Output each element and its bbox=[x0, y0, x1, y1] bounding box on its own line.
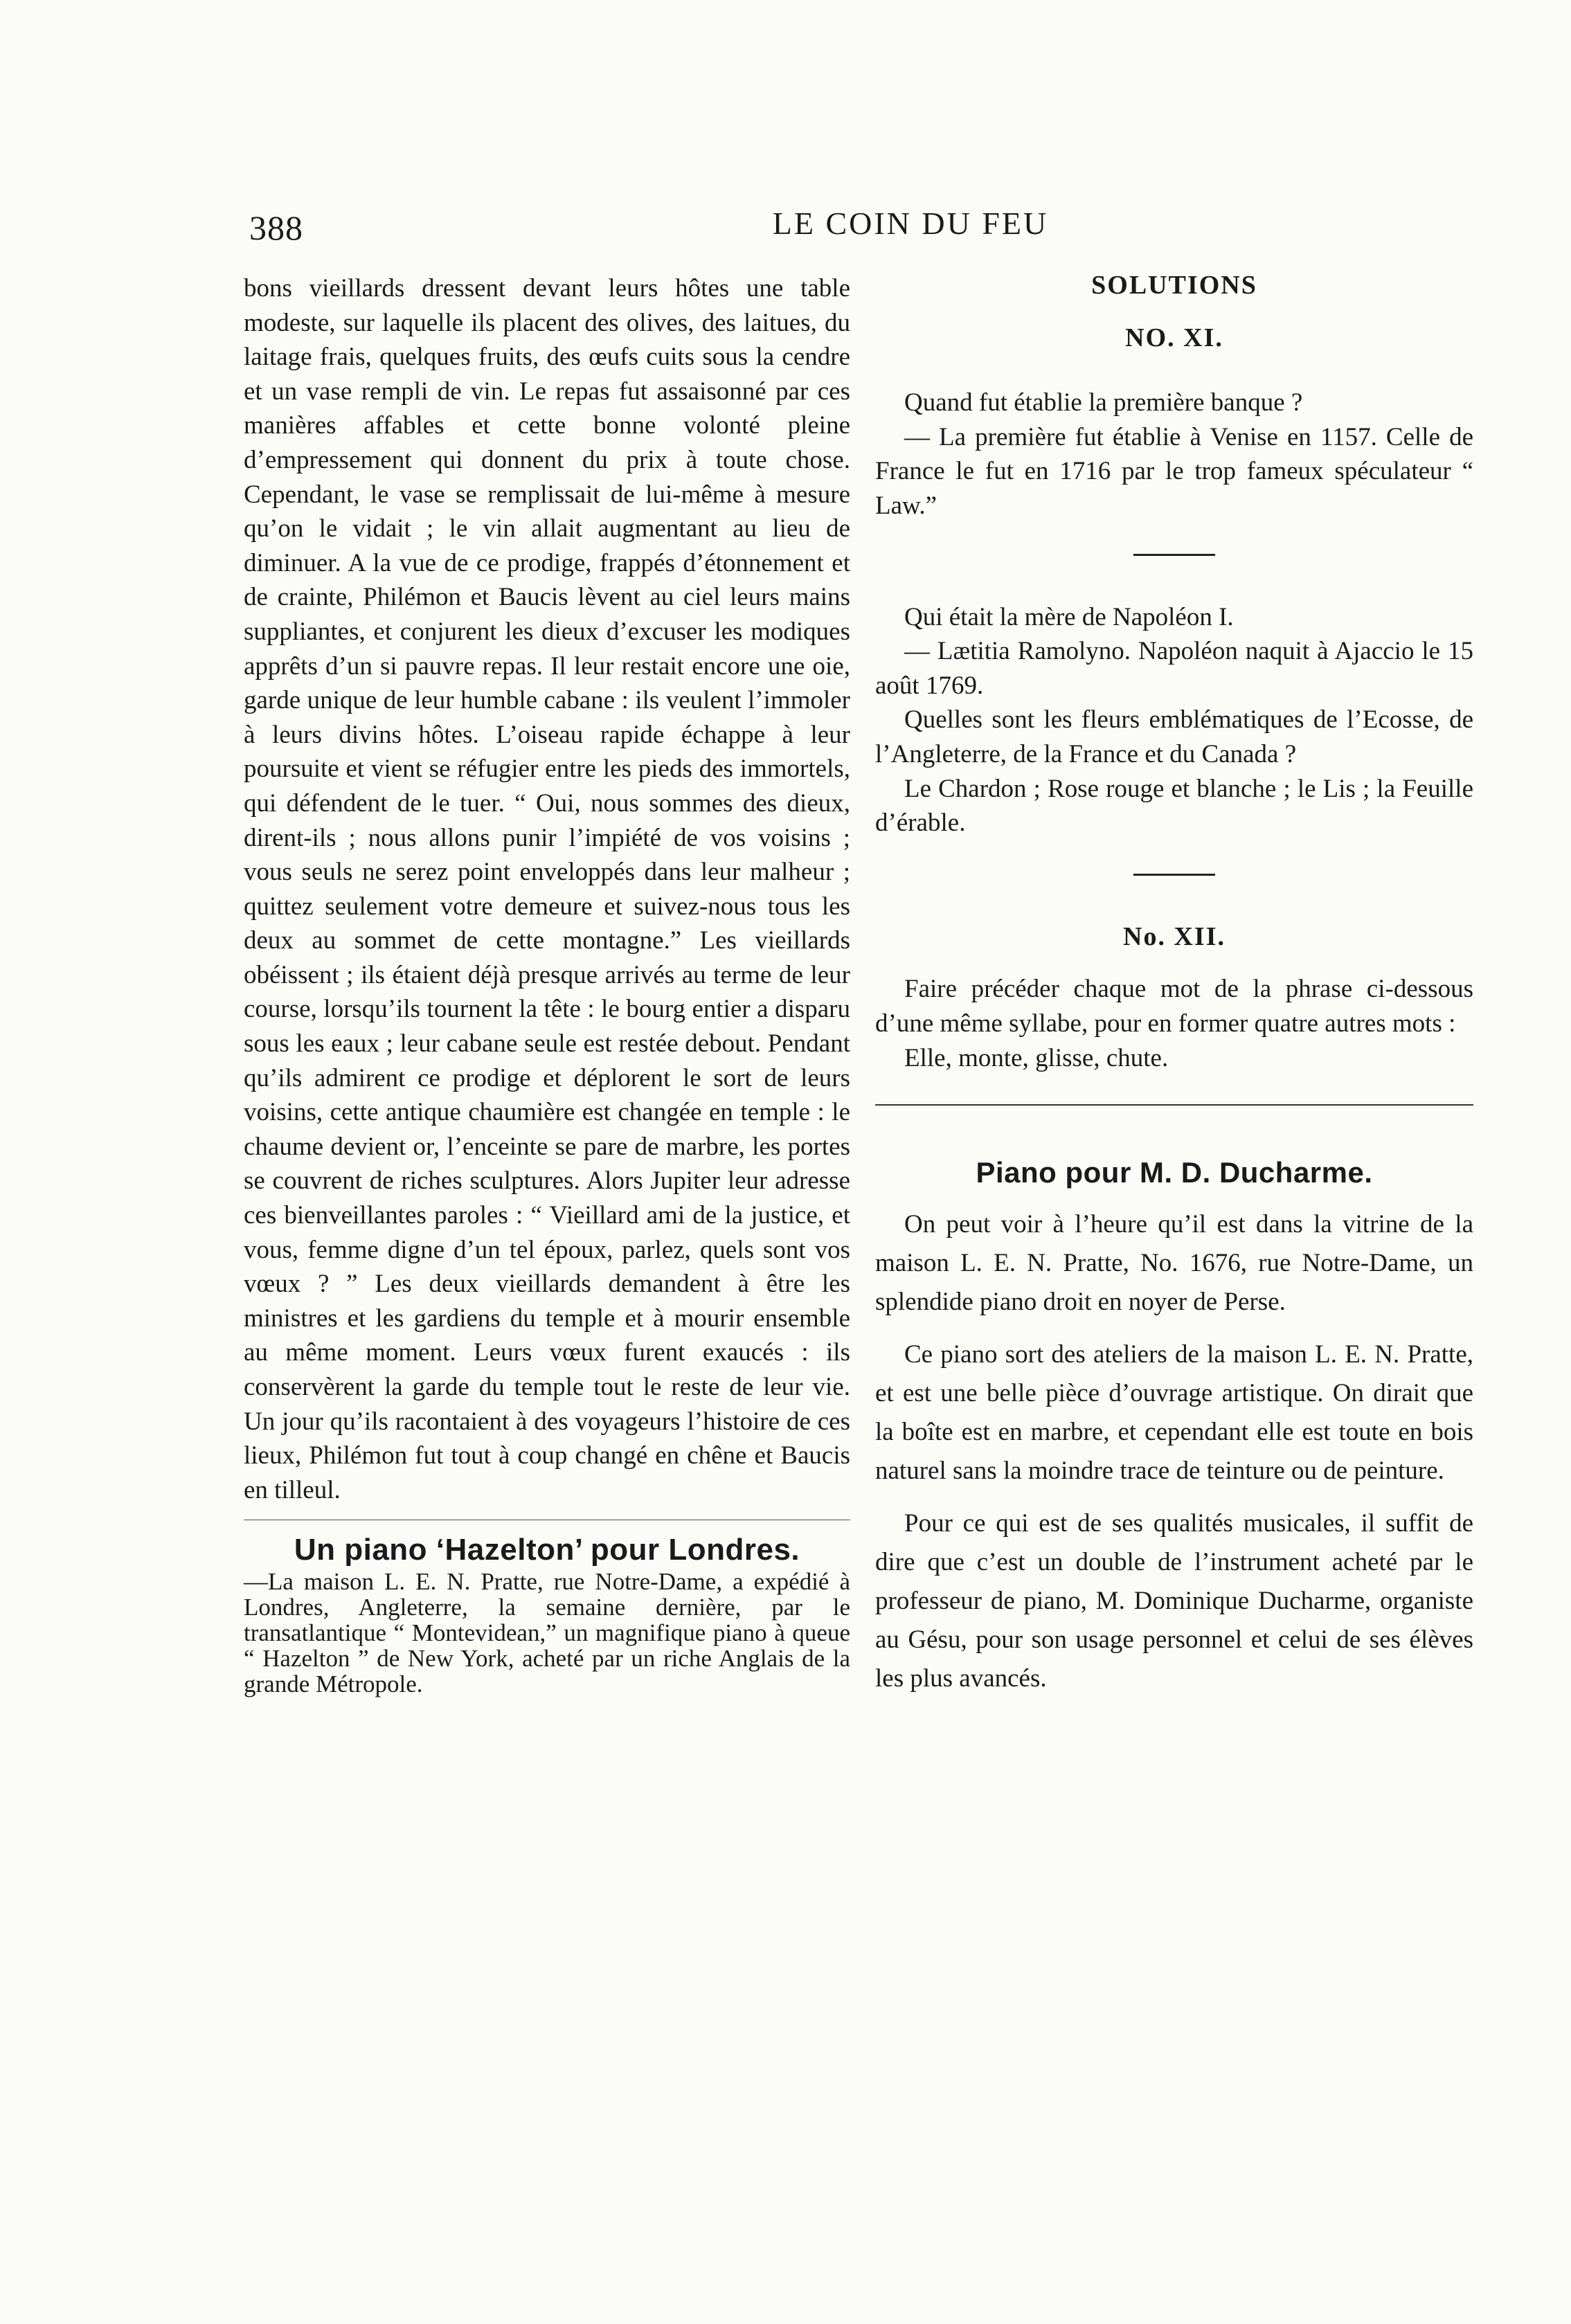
divider bbox=[1133, 554, 1215, 556]
words-list: Elle, monte, glisse, chute. bbox=[904, 1043, 1169, 1072]
running-head: LE COIN DU FEU bbox=[772, 206, 1049, 241]
ducharme-paragraph: On peut voir à l’heure qu’il est dans la vitrine de la maison L. E. N. Pratte, No. 1676, rue Notre-Dame, un splendide piano droit en noyer de Perse. bbox=[875, 1209, 1473, 1316]
no-xi-heading: NO. XI. bbox=[1125, 323, 1223, 352]
right-column bbox=[875, 269, 1473, 1698]
divider bbox=[1133, 874, 1215, 876]
question-syllabe: Faire précéder chaque mot de la phrase ci-dessous d’une même syllabe, pour en former quatre autres mots : bbox=[875, 975, 1473, 1038]
answer-banque: — La première fut établie à Venise en 1157. Celle de France le fut en 1716 par le trop fameux spéculateur “ Law.” bbox=[875, 422, 1473, 520]
question-banque: Quand fut établie la première banque ? bbox=[904, 388, 1303, 417]
answer-napoleon: — Lætitia Ramolyno. Napoléon naquit à Ajaccio le 15 août 1769. bbox=[875, 637, 1473, 700]
hazelton-heading: Un piano ‘Hazelton’ pour Londres. bbox=[294, 1533, 800, 1567]
ducharme-heading: Piano pour M. D. Ducharme. bbox=[976, 1156, 1373, 1189]
solutions-heading: SOLUTIONS bbox=[1091, 271, 1257, 300]
hazelton-text: —La maison L. E. N. Pratte, rue Notre-Dame, a expédié à Londres, Angleterre, la semaine dernière, par le transatlantique “ Montevidean,” un magnifique piano à queue “ Hazelton ” de New York, acheté par un riche Anglais de la grande Métropole. bbox=[244, 1567, 850, 1697]
ducharme-paragraph: Ce piano sort des ateliers de la maison L. E. N. Pratte, et est une belle pièce d’ouvrage artistique. On dirait que la boîte est en marbre, et cependant elle est toute en bois naturel sans la moindre trace de teinture ou de peinture. bbox=[875, 1340, 1473, 1485]
question-fleurs: Quelles sont les fleurs emblématiques de l’Ecosse, de l’Angleterre, de la France et du Canada ? bbox=[875, 705, 1473, 768]
page-number: 388 bbox=[249, 208, 303, 247]
no-xii-heading: No. XII. bbox=[1123, 921, 1226, 951]
question-napoleon: Qui était la mère de Napoléon I. bbox=[904, 602, 1234, 631]
answer-fleurs: Le Chardon ; Rose rouge et blanche ; le Lis ; la Feuille d’érable. bbox=[875, 774, 1473, 838]
story-text: bons vieillards dressent devant leurs hôtes une table modeste, sur laquelle ils placent des olives, des laitues, du laitage frais, quelques fruits, des œufs cuits sous la cendre et un vase rempli de vin. Le repas fut assaisonné par ces manières affables et cette bonne volonté pleine d’empressement qui donnent du prix à toute chose. Cependant, le vase se remplissait de lui-même à mesure qu’on le vidait ; le vin allait augmentant au lieu de diminuer. A la vue de ce prodige, frappés d’étonnement et de crainte, Philémon et Baucis lèvent au ciel leurs mains suppliantes, et conjurent les dieux d’excuser les modiques apprêts d’un si pauvre repas. Il leur restait encore une oie, garde unique de leur humble cabane : ils veulent l’immoler à leurs divins hôtes. L’oiseau rapide échappe à leur poursuite et vient se réfugier entre les pieds des immortels, qui défendent de le tuer. “ Oui, nous sommes des dieux, dirent-ils ; nous allons punir l’impiété de vos voisins ; vous seuls ne serez point enveloppés dans leur malheur ; quittez seulement votre demeure et suivez-nous tous les deux au sommet de cette montagne.” Les vieillards obéissent ; ils étaient déjà presque arrivés au terme de leur course, lorsqu’ils tournent la tête : le bourg entier a disparu sous les eaux ; leur cabane seule est restée debout. Pendant qu’ils admirent ce prodige et déplorent le sort de leurs voisins, cette antique chaumière est changée en temple : le chaume devient or, l’enceinte se pare de marbre, les portes se couvrent de riches sculptures. Alors Jupiter leur adresse ces bienveillantes paroles : “ Vieillard ami de la justice, et vous, femme digne d’un tel époux, parlez, quels sont vos vœux ? ” Les deux vieillards demandent à être les ministres et les gardiens du temple et à mourir ensemble au même moment. Leurs vœux furent exaucés : ils conservèrent la garde du temple tout le reste de leur vie. Un jour qu’ils racontaient à des voyageurs l’histoire de ces lieux, Philémon fut tout à coup changé en chêne et Baucis en tilleul. bbox=[244, 274, 850, 1504]
ducharme-paragraph: Pour ce qui est de ses qualités musicales, il suffit de dire que c’est un double de l’instrument acheté par le professeur de piano, M. Dominique Ducharme, organiste au Gésu, pour son usage personnel et celui de ses élèves les plus avancés. bbox=[875, 1508, 1473, 1693]
left-column bbox=[244, 271, 850, 1697]
divider bbox=[875, 1104, 1473, 1106]
